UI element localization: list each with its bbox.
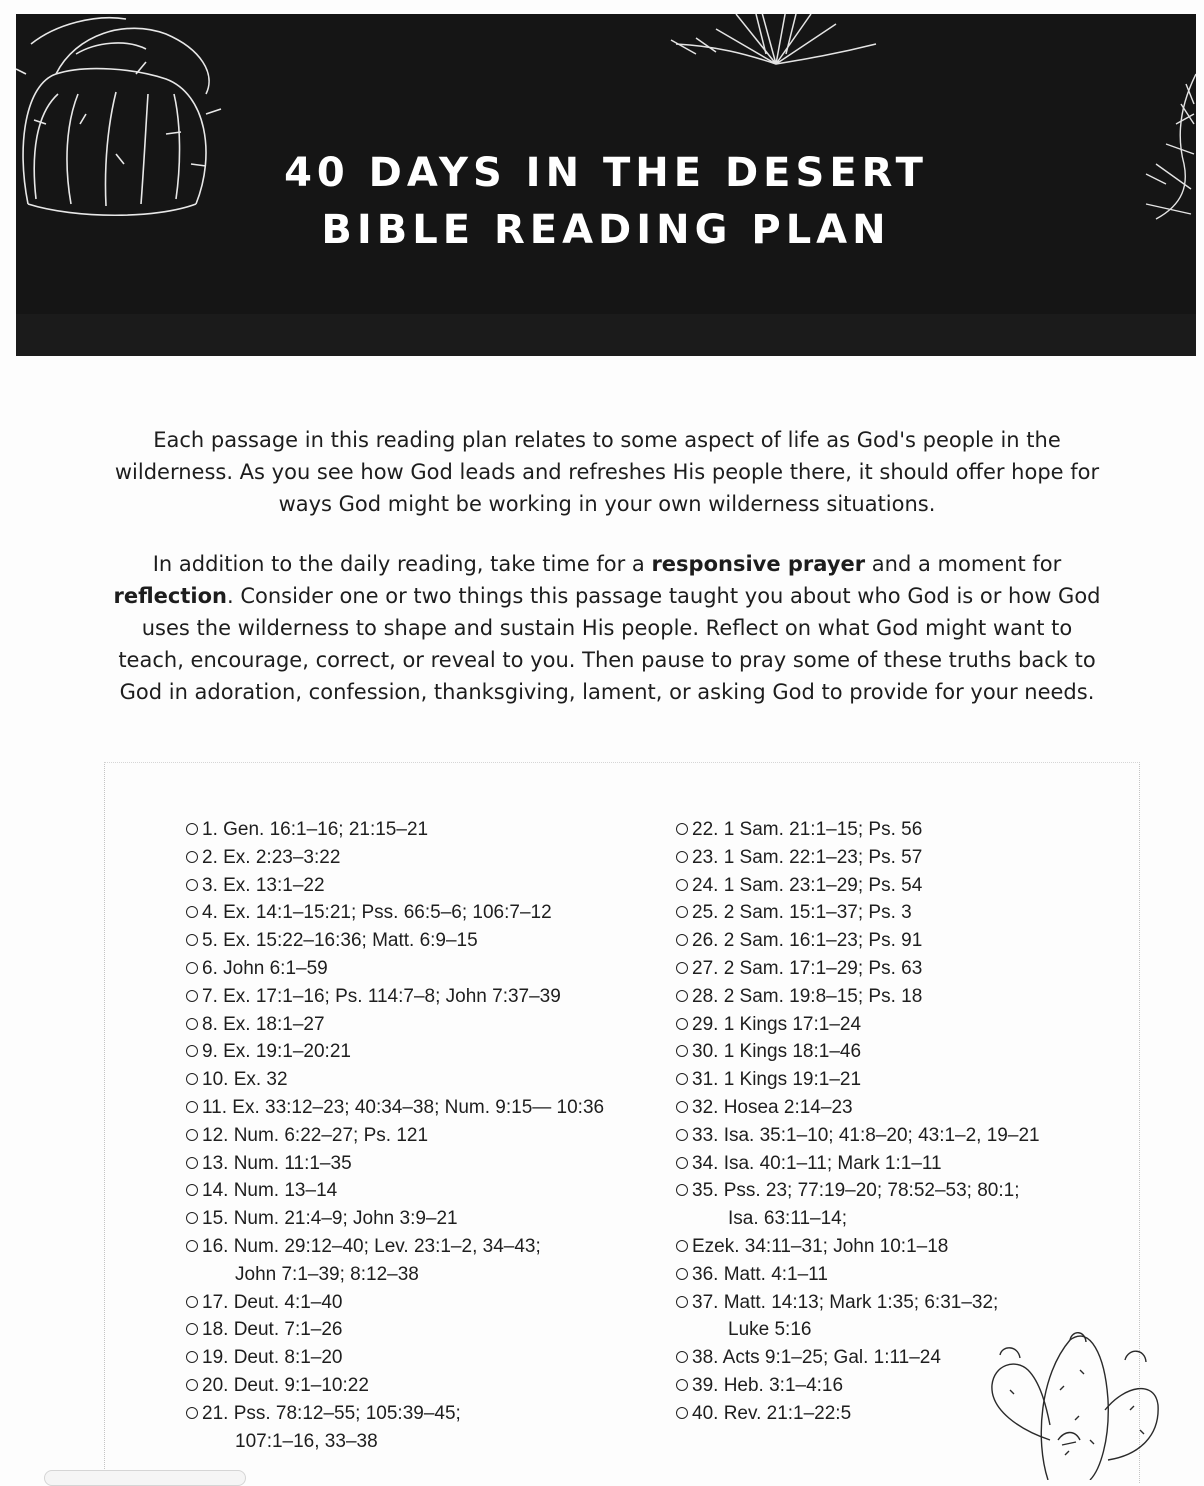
reading-passage-text: 25. 2 Sam. 15:1–37; Ps. 3 [692,902,912,924]
reading-passage [692,1344,941,1372]
reading-item[interactable] [186,1344,656,1372]
instructions-text: In addition to the daily reading, take time for a [152,552,652,576]
checkbox-circle-icon[interactable] [676,823,688,835]
reading-passage [202,1344,343,1372]
reading-passage-text: 9. Ex. 19:1–20:21 [202,1041,351,1063]
reading-item[interactable] [186,983,656,1011]
reading-item[interactable] [676,1011,1096,1039]
reading-passage [692,1261,828,1289]
reading-passage [202,1205,458,1233]
reading-passage-text: 12. Num. 6:22–27; Ps. 121 [202,1124,429,1146]
header-banner [16,14,1196,356]
reading-passage [202,899,552,927]
reading-item[interactable] [186,844,656,872]
reading-item[interactable] [676,844,1096,872]
reading-passage-text: 20. Deut. 9:1–10:22 [202,1374,369,1396]
reading-passage-text: 33. Isa. 35:1–10; 41:8–20; 43:1–2, 19–21 [692,1124,1040,1146]
checkbox-circle-icon[interactable] [186,1184,198,1196]
reading-passage [692,1122,1040,1150]
reading-passage-text: 36. Matt. 4:1–11 [692,1263,828,1285]
reading-item[interactable] [186,899,656,927]
reading-passage-text: 4. Ex. 14:1–15:21; Pss. 66:5–6; 106:7–12 [202,902,552,924]
reading-item[interactable] [676,1150,1096,1178]
checkbox-circle-icon[interactable] [186,1018,198,1030]
reading-passage-text: 2. Ex. 2:23–3:22 [202,846,341,868]
reading-item[interactable] [186,1400,656,1456]
reading-passage [692,872,922,900]
reading-passage-continuation: Luke 5:16 [728,1319,812,1341]
reading-item[interactable] [186,927,656,955]
horizontal-scrollbar[interactable] [44,1470,246,1486]
reading-passage-text: 3. Ex. 13:1–22 [202,874,325,896]
reading-passage-text: 18. Deut. 7:1–26 [202,1319,343,1341]
reading-passage [202,1011,325,1039]
reading-passage-text: 23. 1 Sam. 22:1–23; Ps. 57 [692,846,923,868]
reading-passage-text: 30. 1 Kings 18:1–46 [692,1041,862,1063]
reading-item[interactable] [186,1316,656,1344]
reading-passage-text: 11. Ex. 33:12–23; 40:34–38; Num. 9:15— 10:36 [202,1096,605,1118]
reading-passage [202,872,325,900]
reading-passage [692,1150,942,1178]
reading-passage [692,1038,861,1066]
reading-passage-text: 10. Ex. 32 [202,1069,288,1091]
reading-item[interactable] [676,1066,1096,1094]
reading-item[interactable] [186,1205,656,1233]
checkbox-circle-icon[interactable] [676,1101,688,1113]
checkbox-circle-icon[interactable] [186,1045,198,1057]
reading-passage-text: 6. John 6:1–59 [202,957,328,979]
checkbox-circle-icon[interactable] [676,962,688,974]
checkbox-circle-icon[interactable] [186,1240,198,1252]
reading-item[interactable] [186,816,656,844]
reading-passage [692,927,922,955]
reading-passage [692,899,912,927]
checkbox-circle-icon[interactable] [676,1073,688,1085]
reading-passage-continuation: John 7:1–39; 8:12–38 [235,1263,419,1285]
reading-passage [202,1233,541,1289]
checkbox-circle-icon[interactable] [676,1045,688,1057]
reading-passage [692,983,922,1011]
reading-passage-text: 37. Matt. 14:13; Mark 1:35; 6:31–32; [692,1291,999,1313]
reading-item[interactable] [676,927,1096,955]
checkbox-circle-icon[interactable] [676,1268,688,1280]
checkbox-circle-icon[interactable] [676,879,688,891]
reading-item[interactable] [676,1177,1096,1233]
reading-item[interactable] [186,1177,656,1205]
reading-item[interactable] [186,872,656,900]
reading-passage-text: 38. Acts 9:1–25; Gal. 1:11–24 [692,1347,941,1369]
reflection-bold: reflection [113,584,227,608]
instructions-paragraph [112,548,1102,708]
reading-item[interactable] [676,1261,1096,1289]
checkbox-circle-icon[interactable] [186,1073,198,1085]
reading-passage [692,844,922,872]
reading-passage-text: 1. Gen. 16:1–16; 21:15–21 [202,819,429,840]
reading-passage-continuation: Isa. 63:11–14; [728,1208,848,1230]
reading-item[interactable] [676,955,1096,983]
reading-item[interactable] [676,983,1096,1011]
reading-passage-text: 15. Num. 21:4–9; John 3:9–21 [202,1208,458,1230]
reading-passage [692,1289,998,1345]
page-title-line2: BIBLE READING PLAN [321,207,891,253]
checkbox-circle-icon[interactable] [186,1129,198,1141]
reading-item[interactable] [186,1122,656,1150]
reading-passage-text: 16. Num. 29:12–40; Lev. 23:1–2, 34–43; [202,1235,541,1257]
prickly-pear-cactus-icon [980,1330,1160,1480]
reading-passage [202,844,340,872]
reading-passage [692,1177,1019,1233]
checkbox-circle-icon[interactable] [186,851,198,863]
instructions-text: and a moment for [865,552,1062,576]
reading-item[interactable] [186,1038,656,1066]
reading-passage-text: 31. 1 Kings 19:1–21 [692,1069,862,1091]
reading-passage [202,1066,288,1094]
checkbox-circle-icon[interactable] [676,990,688,1002]
reading-passage [202,1289,343,1317]
reading-item[interactable] [186,1372,656,1400]
reading-passage-text: 26. 2 Sam. 16:1–23; Ps. 91 [692,930,923,952]
reading-passage [202,1038,351,1066]
checkbox-circle-icon[interactable] [186,823,198,835]
reading-passage-text: 32. Hosea 2:14–23 [692,1096,853,1118]
checkbox-circle-icon[interactable] [186,1296,198,1308]
reading-item[interactable] [186,1150,656,1178]
reading-item[interactable] [186,1066,656,1094]
page-title-line1: 40 DAYS IN THE DESERT [284,150,928,196]
checkbox-circle-icon[interactable] [186,1379,198,1391]
checkbox-circle-icon[interactable] [186,1323,198,1335]
reading-item[interactable] [186,1289,656,1317]
instructions-text: . Consider one or two things this passage taught you about who God is or how God uses the wilderness to shape and sustain His people. Reflect on what God might want to teach, encourage, correct, or reveal to you. Then pause to pray some of these truths back to God in adoration, confession, thanksgiving, lament, or asking God to provide for your needs. [118,584,1101,704]
checkbox-circle-icon[interactable] [186,906,198,918]
checkbox-circle-icon[interactable] [676,1018,688,1030]
reading-passage-text: 34. Isa. 40:1–11; Mark 1:1–11 [692,1152,942,1174]
checkbox-circle-icon[interactable] [186,1101,198,1113]
checkbox-circle-icon[interactable] [676,1351,688,1363]
checkbox-circle-icon[interactable] [676,1296,688,1308]
checkbox-circle-icon[interactable] [186,1212,198,1224]
checkbox-circle-icon[interactable] [676,1240,688,1252]
reading-passage [692,1400,851,1428]
checkbox-circle-icon[interactable] [186,962,198,974]
reading-passage [202,816,428,844]
reading-item[interactable] [186,1094,656,1122]
reading-passage-text: 24. 1 Sam. 23:1–29; Ps. 54 [692,874,923,896]
reading-passage [202,1094,604,1122]
reading-passage-text: 28. 2 Sam. 19:8–15; Ps. 18 [692,985,923,1007]
reading-passage-text: 19. Deut. 8:1–20 [202,1347,343,1369]
reading-passage-text: 22. 1 Sam. 21:1–15; Ps. 56 [692,819,923,840]
reading-passage-text: 21. Pss. 78:12–55; 105:39–45; [202,1402,461,1424]
reading-item[interactable] [676,1038,1096,1066]
reading-passage-continuation: 107:1–16, 33–38 [235,1430,378,1452]
reading-item[interactable] [676,1233,1096,1261]
checkbox-circle-icon[interactable] [676,1407,688,1419]
reading-item[interactable] [676,872,1096,900]
reading-passage-text: Ezek. 34:11–31; John 10:1–18 [692,1235,949,1257]
reading-passage-text: 8. Ex. 18:1–27 [202,1013,325,1035]
checkbox-circle-icon[interactable] [186,990,198,1002]
checkbox-circle-icon[interactable] [186,1407,198,1419]
reading-passage [202,1372,369,1400]
checkbox-circle-icon[interactable] [186,879,198,891]
checkbox-circle-icon[interactable] [676,1379,688,1391]
reading-passage [202,1400,461,1456]
reading-passage-text: 35. Pss. 23; 77:19–20; 78:52–53; 80:1; [692,1180,1020,1202]
reading-passage [692,1372,843,1400]
reading-passage [692,955,922,983]
agave-plant-icon [671,14,876,64]
reading-item[interactable] [676,1122,1096,1150]
reading-passage-text: 27. 2 Sam. 17:1–29; Ps. 63 [692,957,923,979]
reading-passage [692,1066,861,1094]
reading-passage [692,1094,853,1122]
reading-item[interactable] [186,955,656,983]
reading-item[interactable] [676,816,1096,844]
checkbox-circle-icon[interactable] [186,1351,198,1363]
reading-item[interactable] [186,1011,656,1039]
reading-passage [202,983,561,1011]
reading-passage-text: 7. Ex. 17:1–16; Ps. 114:7–8; John 7:37–39 [202,985,561,1007]
checkbox-circle-icon[interactable] [676,851,688,863]
reading-passage [202,1316,343,1344]
reading-passage [692,816,922,844]
reading-passage [202,927,478,955]
responsive-prayer-bold: responsive prayer [651,552,866,576]
reading-passage [692,1233,948,1261]
reading-passage [202,1150,352,1178]
reading-item[interactable] [676,899,1096,927]
checkbox-circle-icon[interactable] [676,906,688,918]
reading-passage [202,1177,337,1205]
banner-texture [16,314,1196,356]
checkbox-circle-icon[interactable] [676,1129,688,1141]
intro-paragraph: Each passage in this reading plan relates to some aspect of life as God's people in the wilderness. As you see how God leads and refreshes His people there, it should offer hope for ways God might be working in your own wilderness situations. [114,428,1100,516]
reading-passage-text: 39. Heb. 3:1–4:16 [692,1374,844,1396]
checkbox-circle-icon[interactable] [676,1157,688,1169]
reading-list-left [186,816,656,1455]
reading-passage-text: 40. Rev. 21:1–22:5 [692,1402,852,1424]
reading-item[interactable] [676,1094,1096,1122]
reading-passage-text: 13. Num. 11:1–35 [202,1152,352,1174]
reading-passage [202,1122,428,1150]
checkbox-circle-icon[interactable] [186,1157,198,1169]
checkbox-circle-icon[interactable] [676,1184,688,1196]
reading-passage-text: 14. Num. 13–14 [202,1180,338,1202]
checkbox-circle-icon[interactable] [676,934,688,946]
reading-item[interactable] [186,1233,656,1289]
checkbox-circle-icon[interactable] [186,934,198,946]
reading-passage [202,955,328,983]
reading-passage [692,1011,861,1039]
reading-passage-text: 17. Deut. 4:1–40 [202,1291,343,1313]
reading-passage-text: 5. Ex. 15:22–16:36; Matt. 6:9–15 [202,930,478,952]
reading-passage-text: 29. 1 Kings 17:1–24 [692,1013,862,1035]
